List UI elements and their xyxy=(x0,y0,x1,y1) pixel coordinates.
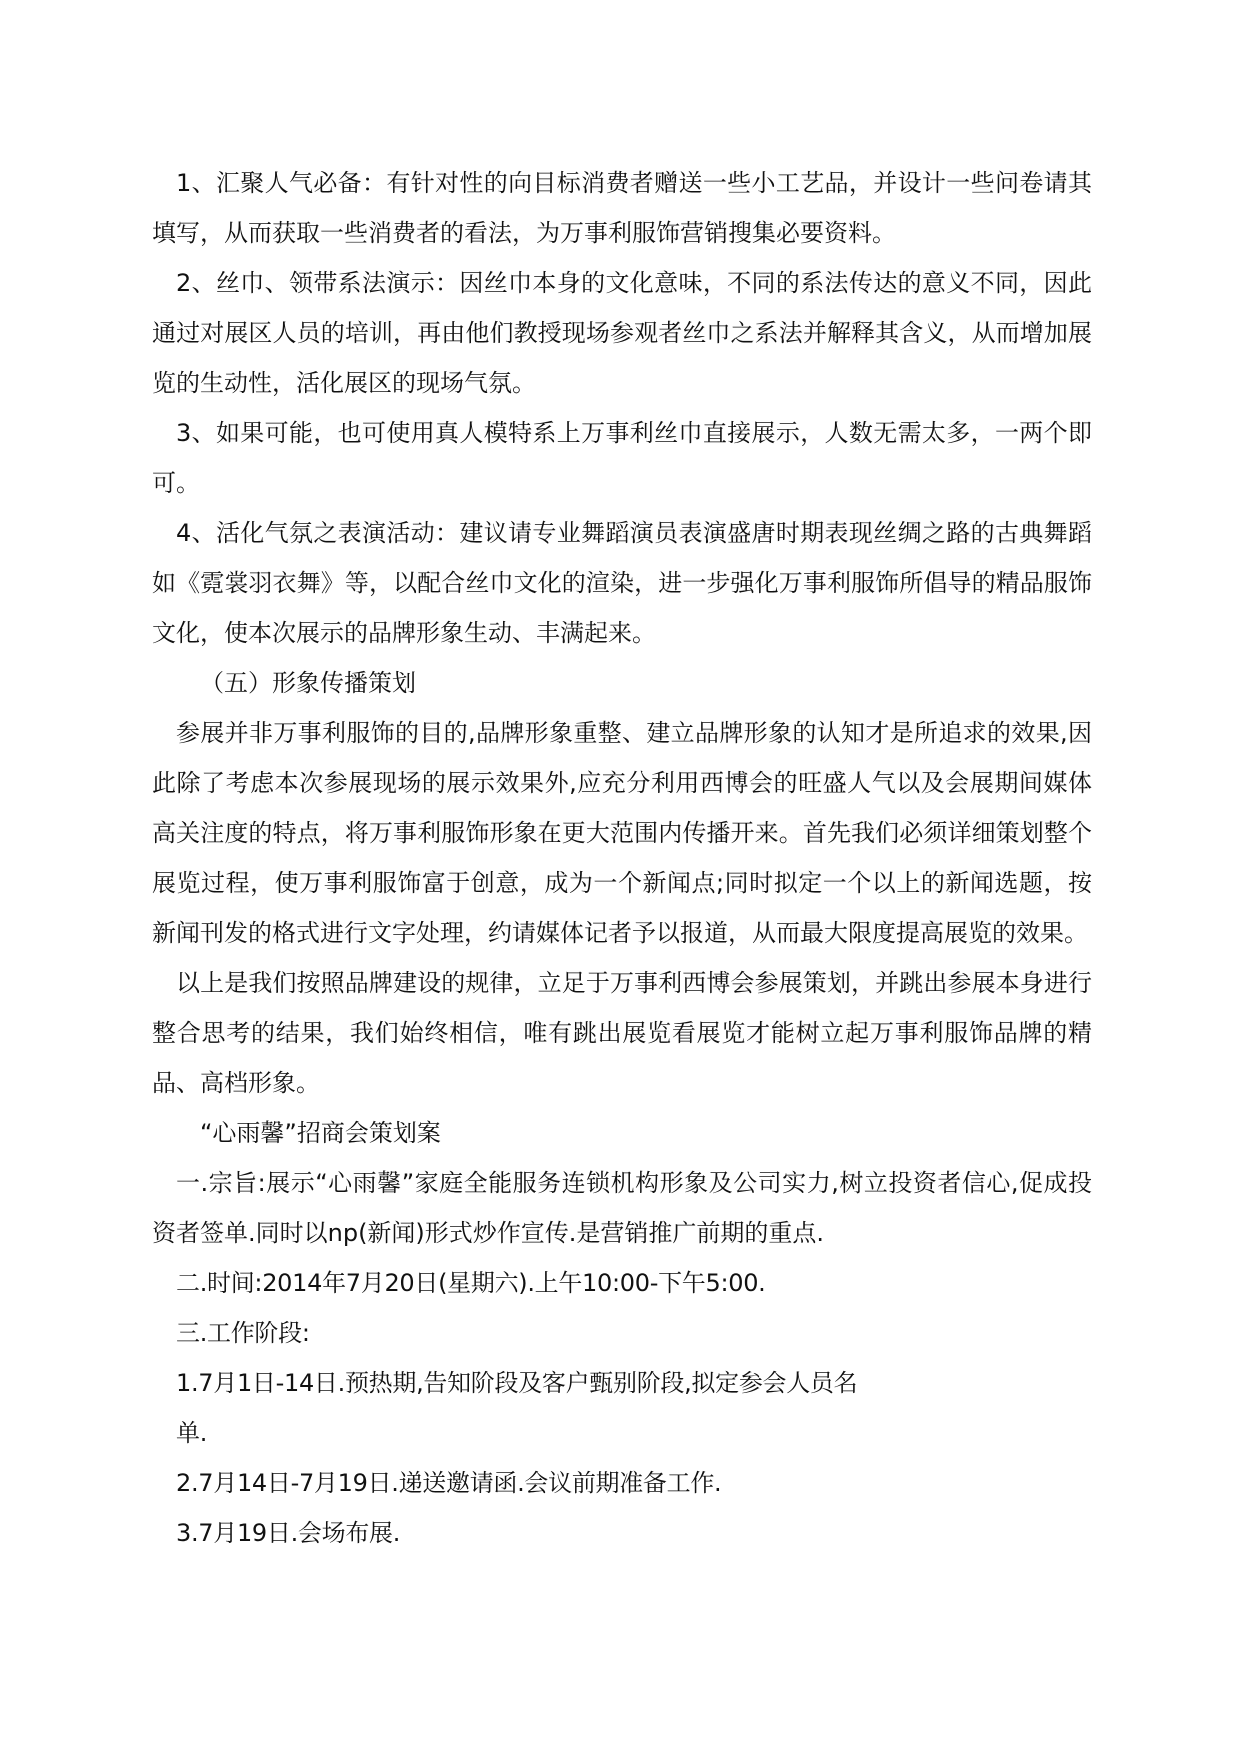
paragraph-work-stages: 三.工作阶段: xyxy=(176,1319,310,1347)
stage-2: 2.7月14日-7月19日.递送邀请函.会议前期准备工作. xyxy=(176,1469,722,1497)
paragraph-conclusion: 以上是我们按照品牌建设的规律，立足于万事利西博会参展策划，并跳出参展本身进行整合思考的结果，我们始终相信，唯有跳出展览看展览才能树立起万事利服饰品牌的精品、高档形象。 xyxy=(152,969,1092,1097)
paragraph-time: 二.时间:2014年7月20日(星期六).上午10:00-下午5:00. xyxy=(176,1269,766,1297)
paragraph-dance-performance: 4、活化气氛之表演活动：建议请专业舞蹈演员表演盛唐时期表现丝绸之路的古典舞蹈如《霓裳羽衣舞》等，以配合丝巾文化的渲染，进一步强化万事利服饰所倡导的精品服饰文化，使本次展示的品牌形象生动、丰满起来。 xyxy=(152,519,1092,647)
stage-3: 3.7月19日.会场布展. xyxy=(176,1519,401,1547)
paragraph-gift-survey: 1、汇聚人气必备：有针对性的向目标消费者赠送一些小工艺品，并设计一些问卷请其填写，从而获取一些消费者的看法，为万事利服饰营销搜集必要资料。 xyxy=(152,169,1092,247)
section-heading-image-promotion: （五）形象传播策划 xyxy=(200,669,416,697)
paragraph-scarf-demo: 2、丝巾、领带系法演示：因丝巾本身的文化意味，不同的系法传达的意义不同，因此通过对展区人员的培训，再由他们教授现场参观者丝巾之系法并解释其含义，从而增加展览的生动性，活化展区的现场气氛。 xyxy=(152,269,1092,397)
paragraph-live-models: 3、如果可能，也可使用真人模特系上万事利丝巾直接展示，人数无需太多，一两个即可。 xyxy=(152,419,1092,497)
stage-1: 1.7月1日-14日.预热期,告知阶段及客户甄别阶段,拟定参会人员名 xyxy=(176,1369,858,1397)
paragraph-media-strategy: 参展并非万事利服饰的目的,品牌形象重整、建立品牌形象的认知才是所追求的效果,因此除了考虑本次参展现场的展示效果外,应充分利用西博会的旺盛人气以及会展期间媒体高关注度的特点，将万事利服饰形象在更大范围内传播开来。首先我们必须详细策划整个展览过程，使万事利服饰富于创意，成为一个新闻点;同时拟定一个以上的新闻选题，按新闻刊发的格式进行文字处理，约请媒体记者予以报道，从而最大限度提高展览的效果。 xyxy=(152,719,1092,947)
plan-title: “心雨馨”招商会策划案 xyxy=(200,1119,441,1147)
stage-1-continued: 单. xyxy=(176,1419,208,1447)
document-body xyxy=(152,158,1092,1558)
paragraph-purpose: 一.宗旨:展示“心雨馨”家庭全能服务连锁机构形象及公司实力,树立投资者信心,促成投资者签单.同时以np(新闻)形式炒作宣传.是营销推广前期的重点. xyxy=(152,1169,1092,1247)
